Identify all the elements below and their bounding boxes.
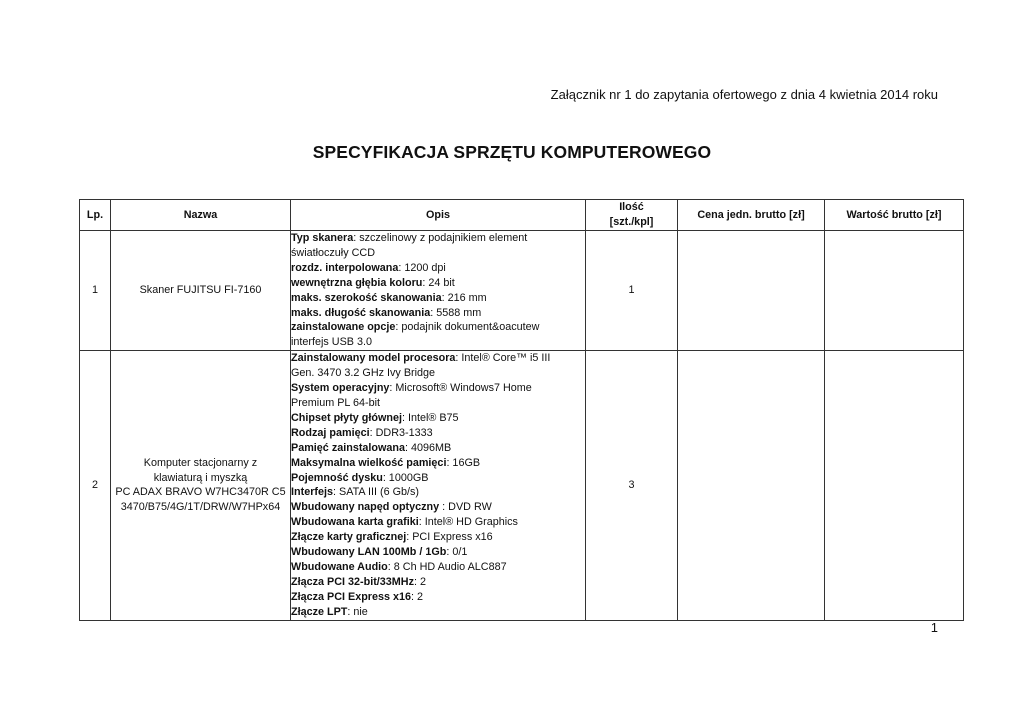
column-header-nazwa: Nazwa <box>111 200 291 231</box>
opis-key: Wbudowane Audio <box>291 560 388 573</box>
opis-key: Chipset płyty głównej <box>291 411 402 424</box>
nazwa-line: klawiaturą i myszką <box>153 471 248 484</box>
table-header-row <box>80 200 964 231</box>
table-row <box>80 231 964 351</box>
opis-key: Wbudowana karta grafiki <box>291 516 419 529</box>
opis-key: Złącza PCI 32-bit/33MHz <box>291 575 414 588</box>
opis-value: : Intel® B75 <box>401 411 459 424</box>
cell-cena[interactable] <box>678 231 825 351</box>
opis-line <box>291 545 585 560</box>
opis-key: System operacyjny <box>291 382 390 395</box>
opis-value: : 4096MB <box>405 441 452 454</box>
opis-key: rozdz. interpolowana <box>291 261 399 274</box>
column-header-opis: Opis <box>291 200 586 231</box>
opis-line <box>291 575 585 590</box>
opis-value: : DVD RW <box>439 501 492 514</box>
cell-cena[interactable] <box>678 351 825 620</box>
opis-line <box>291 261 585 276</box>
opis-key: Maksymalna wielkość pamięci <box>291 456 447 469</box>
opis-value: : podajnik dokument&oacutew <box>395 321 540 334</box>
cell-lp: 2 <box>80 351 111 620</box>
opis-line <box>291 320 585 335</box>
opis-value: : SATA III (6 Gb/s) <box>333 486 420 499</box>
opis-line <box>291 560 585 575</box>
nazwa-line: 3470/B75/4G/1T/DRW/W7HPx64 <box>120 501 281 514</box>
opis-line <box>291 441 585 456</box>
cell-wartosc[interactable] <box>825 231 964 351</box>
nazwa-line: PC ADAX BRAVO W7HC3470R C5 <box>115 486 286 499</box>
opis-line <box>291 590 585 605</box>
opis-line <box>291 351 585 366</box>
page-number: 1 <box>930 620 938 635</box>
opis-key: Pamięć zainstalowana <box>291 441 406 454</box>
opis-line <box>291 246 585 261</box>
column-header-ilosc-line2: [szt./kpl] <box>609 216 654 228</box>
opis-value: : 16GB <box>446 456 481 469</box>
opis-key: maks. szerokość skanowania <box>291 291 442 304</box>
opis-key: Złącze LPT <box>291 605 348 618</box>
opis-key: Wbudowany LAN 100Mb / 1Gb <box>291 546 447 559</box>
cell-wartosc[interactable] <box>825 351 964 620</box>
cell-ilosc: 3 <box>586 351 678 620</box>
opis-line <box>291 411 585 426</box>
opis-value: : Intel® HD Graphics <box>418 516 518 529</box>
opis-value: światłoczuły CCD <box>291 246 375 259</box>
document-title: SPECYFIKACJA SPRZĘTU KOMPUTEROWEGO <box>312 142 712 162</box>
opis-line <box>291 485 585 500</box>
opis-line <box>291 426 585 441</box>
column-header-ilosc <box>586 200 678 231</box>
opis-key: Interfejs <box>291 486 334 499</box>
cell-opis <box>291 351 586 620</box>
opis-value: : 216 mm <box>441 291 487 304</box>
opis-line <box>291 381 585 396</box>
opis-value: : szczelinowy z podajnikiem element <box>353 232 528 244</box>
opis-key: Rodzaj pamięci <box>291 426 370 439</box>
opis-value: : 1000GB <box>382 471 429 484</box>
opis-value: : 8 Ch HD Audio ALC887 <box>387 560 507 573</box>
opis-value: interfejs USB 3.0 <box>291 336 373 349</box>
opis-key: Pojemność dysku <box>291 471 383 484</box>
opis-key: zainstalowane opcje <box>291 321 396 334</box>
opis-line <box>291 306 585 321</box>
opis-value: : 0/1 <box>446 546 468 559</box>
opis-line <box>291 335 585 350</box>
column-header-ilosc-line1: Ilość <box>619 201 644 214</box>
cell-lp: 1 <box>80 231 111 351</box>
opis-key: Zainstalowany model procesora <box>291 352 456 365</box>
opis-value: : DDR3-1333 <box>369 426 433 439</box>
opis-value: : PCI Express x16 <box>406 531 493 544</box>
opis-value: : 5588 mm <box>430 306 482 319</box>
opis-line <box>291 515 585 530</box>
opis-value: : 1200 dpi <box>398 261 446 274</box>
cell-nazwa <box>111 351 291 620</box>
opis-line <box>291 500 585 515</box>
cell-opis <box>291 231 586 351</box>
opis-value: : 24 bit <box>422 276 455 289</box>
opis-value: : Intel® Core™ i5 III <box>455 352 551 365</box>
opis-key: Wbudowany napęd optyczny <box>291 501 440 514</box>
opis-line <box>291 456 585 471</box>
attachment-note: Załącznik nr 1 do zapytania ofertowego z dnia 4 kwietnia 2014 roku <box>550 87 938 102</box>
nazwa-line: Skaner FUJITSU FI-7160 <box>139 284 262 297</box>
opis-line <box>291 366 585 381</box>
opis-line <box>291 291 585 306</box>
opis-line <box>291 276 585 291</box>
opis-key: Typ skanera <box>291 232 354 244</box>
opis-line <box>291 471 585 486</box>
opis-line <box>291 530 585 545</box>
opis-value: : Microsoft® Windows7 Home <box>389 382 532 395</box>
opis-line <box>291 605 585 620</box>
opis-value: : 2 <box>411 590 424 603</box>
cell-nazwa <box>111 231 291 351</box>
opis-line <box>291 396 585 411</box>
opis-value: : 2 <box>414 575 427 588</box>
column-header-cena: Cena jedn. brutto [zł] <box>678 200 825 231</box>
opis-key: wewnętrzna głębia koloru <box>291 276 423 289</box>
opis-key: Złącza PCI Express x16 <box>291 590 412 603</box>
opis-value: Premium PL 64-bit <box>291 396 381 409</box>
opis-key: maks. długość skanowania <box>291 306 431 319</box>
cell-ilosc: 1 <box>586 231 678 351</box>
table-row <box>80 351 964 620</box>
column-header-lp: Lp. <box>80 200 111 231</box>
opis-line <box>291 231 585 246</box>
specification-table <box>79 199 964 621</box>
opis-key: Złącze karty graficznej <box>291 531 407 544</box>
nazwa-line: Komputer stacjonarny z <box>143 456 258 469</box>
opis-value: : nie <box>347 605 368 618</box>
column-header-wartosc: Wartość brutto [zł] <box>825 200 964 231</box>
opis-value: Gen. 3470 3.2 GHz Ivy Bridge <box>291 367 436 380</box>
